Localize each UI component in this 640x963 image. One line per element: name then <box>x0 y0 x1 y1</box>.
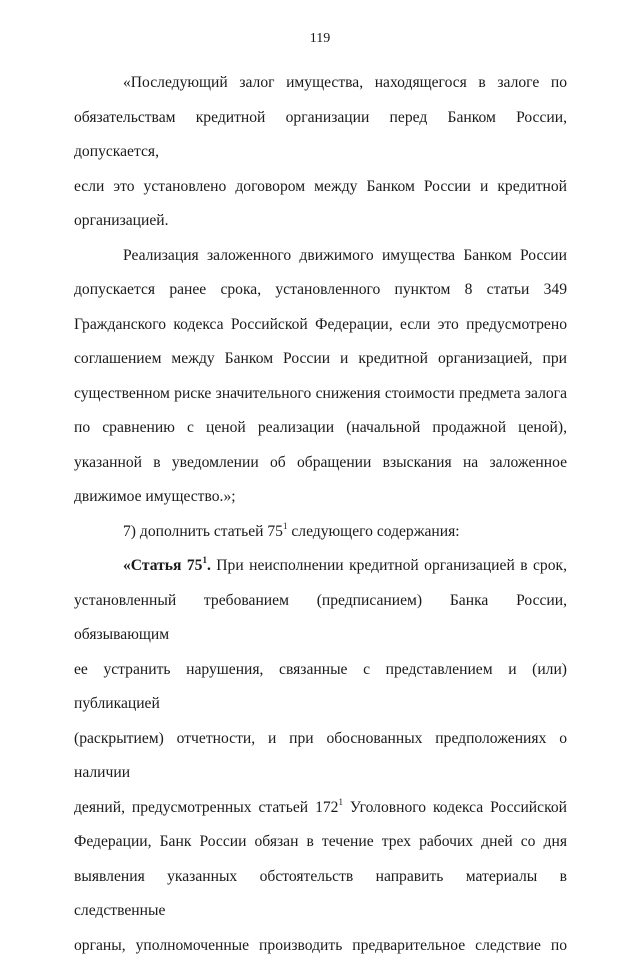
text-line: обязательствам кредитной организации перед Банком России, допускается, <box>74 101 567 170</box>
text-line: Федерации, Банк России обязан в течение трех рабочих дней со дня <box>74 825 567 860</box>
text-line: Гражданского кодекса Российской Федерации, если это предусмотрено <box>74 308 567 343</box>
text-line <box>74 791 567 826</box>
text-line: если это установлено договором между Банком России и кредитной <box>74 170 567 205</box>
paragraph-4 <box>74 549 567 963</box>
text-line: органы, уполномоченные производить предварительное следствие по <box>74 929 567 963</box>
text-line: движимое имущество.»; <box>74 480 567 515</box>
text-line: указанной в уведомлении об обращении взыскания на заложенное <box>74 446 567 481</box>
text-run: деяний, предусмотренных статьей 172 <box>74 799 338 816</box>
paragraph-3 <box>74 515 567 550</box>
article-heading-dot: . <box>207 557 211 574</box>
text-line: по сравнению с ценой реализации (начальной продажной ценой), <box>74 411 567 446</box>
text-line: «Последующий залог имущества, находящегося в залоге по <box>74 66 567 101</box>
text-line: выявления указанных обстоятельств направить материалы в следственные <box>74 860 567 929</box>
text-line: соглашением между Банком России и кредитной организацией, при <box>74 342 567 377</box>
text-line: установленный требованием (предписанием) Банка России, обязывающим <box>74 584 567 653</box>
page-number: 119 <box>0 31 640 47</box>
text-line: существенном риске значительного снижения стоимости предмета залога <box>74 377 567 412</box>
superscript: 1 <box>338 797 343 807</box>
text-line: допускается ранее срока, установленного пунктом 8 статьи 349 <box>74 273 567 308</box>
paragraph-1 <box>74 66 567 239</box>
text-line: организацией. <box>74 204 567 239</box>
text-run: При неисполнении кредитной организацией в срок, <box>211 557 567 574</box>
superscript: 1 <box>283 521 288 531</box>
text-line: ее устранить нарушения, связанные с представлением и (или) публикацией <box>74 653 567 722</box>
text-line <box>74 549 567 584</box>
text-line <box>74 515 567 550</box>
article-heading-text: «Статья 75 <box>123 557 202 574</box>
article-heading <box>123 557 211 574</box>
document-body <box>74 66 567 963</box>
text-line: Реализация заложенного движимого имущества Банком России <box>74 239 567 274</box>
superscript: 1 <box>202 555 207 565</box>
text-run: 7) дополнить статьей 75 <box>123 523 283 540</box>
text-run: следующего содержания: <box>287 523 459 540</box>
text-line: (раскрытием) отчетности, и при обоснованных предположениях о наличии <box>74 722 567 791</box>
text-run: Уголовного кодекса Российской <box>343 799 567 816</box>
paragraph-2 <box>74 239 567 515</box>
